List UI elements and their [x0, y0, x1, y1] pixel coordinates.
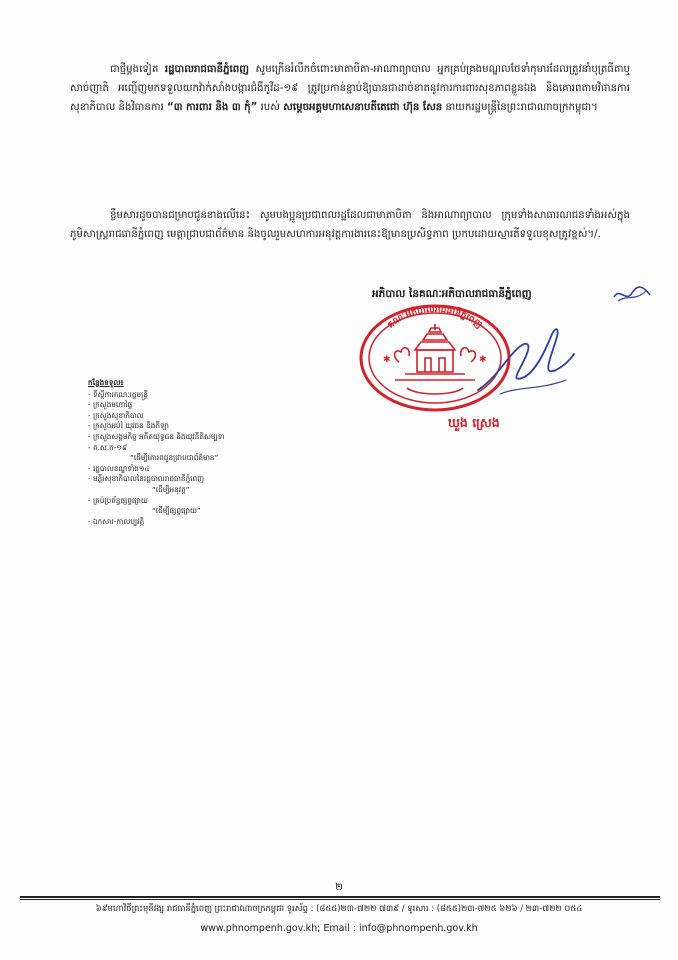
title-flourish-icon [612, 283, 652, 305]
footer-email-label: Email : [323, 923, 359, 934]
signature-mark [470, 320, 580, 405]
paragraph-1-part1: ជាថ្មីម្ដងទៀត [110, 64, 165, 75]
paragraph-1-part4: នាយករដ្ឋមន្ត្រីនៃព្រះរាជាណាចក្រកម្ពុជា។ [442, 102, 598, 113]
recipient-item: - គ្រប់ប្រព័ន្ធផ្សព្វផ្សាយ [88, 495, 148, 505]
recipients-heading: កន្លែងទទួល៖ [88, 378, 124, 387]
paragraph-1-part2: សូមក្រើនរំលឹកចំពោះមាតាបិតា-អាណាព្យាបាល អ្នកគ្រប់គ្រងមណ្ឌលថែទាំកុមារដែលត្រូវនាំបុត្រធីតាឬសាច់ញាតិ អញ្ជើញមកទទួលយកវ៉ាក់សាំងបង្ការជំងឺកូវីដ-១៩ ត្រូវប្រកាន់ខ្ជាប់ឱ្យបានជាដាច់ខាតនូវការការពារសុខភាពខ្លួនឯង និងគោរពតាមវិធានការសុខាភិបាល និងវិធានការ [70, 64, 630, 113]
paragraph-1 [70, 60, 630, 117]
leader-name: សម្ដេចអគ្គមហាសេនាបតីតេជោ ហ៊ុន សែន [283, 102, 443, 113]
paragraph-2: ខ្លឹមសារដូចបានជម្រាបជូនខាងលើនេះ សូមបងប្អូនប្រជាពលរដ្ឋដែលជាមាតាបិតា និងអាណាព្យាបាល ក្រុមទាំងសាធារណជនទាំងអស់ក្នុងភូមិសាស្ត្ររាជធានីភ្នំពេញ មេត្តាជ្រាបជាព័ត៌មាន និងចូលរួមសហការអនុវត្តការងារនេះឱ្យមានប្រសិទ្ធភាព ប្រកបដោយស្មារតីទទួលខុសត្រូវខ្ពស់។/. [70, 210, 630, 240]
recipients-list [88, 378, 318, 527]
paragraph-1-part3: របស់ [257, 102, 284, 113]
signatory-name: ឃួង ស្រេង [448, 415, 500, 430]
recipient-item: - ក្រសួងអប់រំ យុវជន និងកីឡា [88, 421, 169, 431]
author-name: រដ្ឋបាលរាជធានីភ្នំពេញ [164, 64, 249, 75]
footer-contact [0, 923, 678, 934]
recipient-item: - ក្រសួងមហាផ្ទៃ [88, 400, 133, 410]
seal-text: គណៈអភិបាលរាជធានីភ្នំពេញ [386, 304, 484, 331]
footer-address: ៦៩មហាវិថីព្រះមុនីវង្ស រាជធានីភ្នំពេញ ព្រះរាជាណាចក្រកម្ពុជា ទូរស័ព្ទ : (៨៥៥)២៣-៧២២ ៧៣៩ / ទូរសារ : (៨៥៥)២៣-៧២៥ ៦២៦ / ២៣-៧២២ ០៥៤ [95, 903, 583, 913]
signatory-title: អភិបាល នៃគណៈអភិបាលរាជធានីភ្នំពេញ [372, 288, 532, 300]
recipient-item: - រដ្ឋបាលខណ្ឌទាំង១៤ [88, 463, 150, 473]
recipient-purpose: “ដើម្បីគោរពជូនជ្រាបជាព័ត៌មាន” [130, 453, 219, 463]
recipient-item: - ឯកសារ-កាលប្បវត្តិ [88, 516, 145, 526]
svg-text:✱: ✱ [383, 355, 391, 365]
recipient-purpose: “ដើម្បីផ្សព្វផ្សាយ” [152, 506, 201, 516]
measures-phrase: “៣ ការពារ និង ៣ កុំ” [167, 102, 258, 113]
recipient-item: - ទីស្ដីការគណៈរដ្ឋមន្ត្រី [88, 389, 148, 399]
footer-website-link[interactable]: www.phnompenh.gov.kh [200, 923, 318, 934]
recipient-item: - គ.ស.ក-១៩ [88, 442, 128, 452]
footer-email-link[interactable]: info@phnompenh.gov.kh [358, 923, 478, 934]
recipient-item: - ក្រសួងសុខាភិបាល [88, 410, 144, 420]
footer-separator: ; [317, 923, 324, 934]
recipient-purpose: “ដើម្បីអនុវត្ត” [152, 484, 190, 494]
svg-text:✱: ✱ [479, 355, 487, 365]
recipient-item: - មន្ទីរសុខាភិបាលនៃរដ្ឋបាលរាជធានីភ្នំពេញ [88, 474, 205, 484]
page-number: ២ [335, 882, 343, 893]
footer-divider [20, 896, 660, 900]
recipient-item: - ក្រសួងសង្គមកិច្ច អតីតយុទ្ធជន និងយុវនីតិសម្បទា [88, 431, 225, 441]
